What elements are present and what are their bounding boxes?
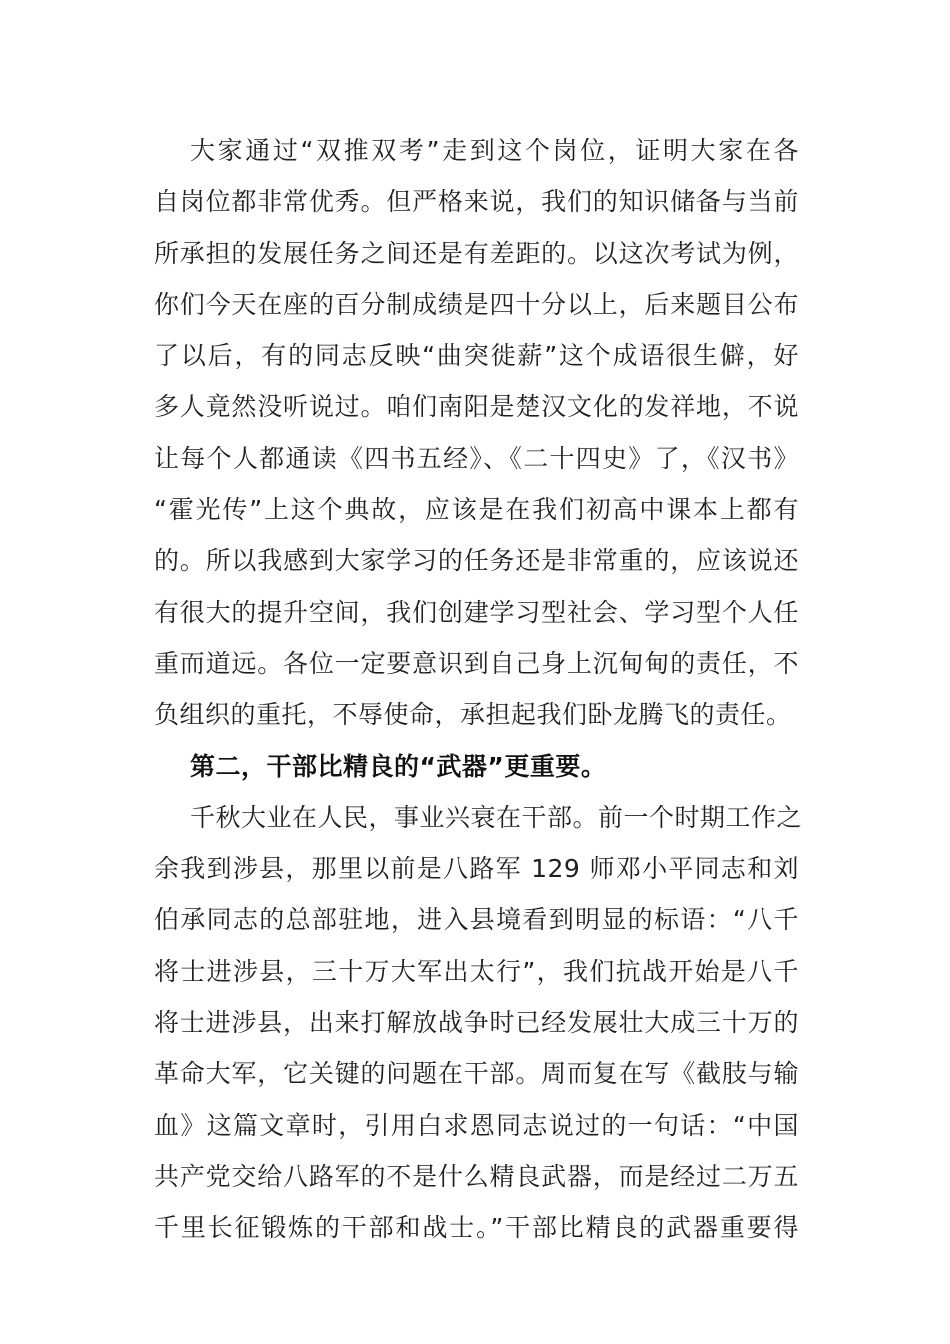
paragraph-line: 你们今天在座的百分制成绩是四十分以上，后来题目公布 [154, 289, 799, 319]
paragraph-line: 大家通过“双推双考”走到这个岗位，证明大家在各 [190, 136, 799, 165]
document-body [154, 125, 803, 1254]
paragraph-line: 让每个人都通读《四书五经》、《二十四史》了，《汉书》 [154, 443, 799, 473]
paragraph-line: “霍光传”上这个典故，应该是在我们初高中课本上都有 [154, 495, 799, 525]
paragraph-line: 负组织的重托，不辱使命，承担起我们卧龙腾飞的责任。 [154, 700, 792, 730]
paragraph-line: 千秋大业在人民，事业兴衰在干部。前一个时期工作之 [190, 802, 803, 832]
paragraph-line: 将士进涉县，三十万大军出太行”，我们抗战开始是八千 [154, 956, 799, 986]
paragraph-line: 的。所以我感到大家学习的任务还是非常重的，应该说还 [154, 546, 799, 576]
paragraph-line: 了以后，有的同志反映“曲突徙薪”这个成语很生僻，好 [154, 341, 799, 371]
paragraph-line: 伯承同志的总部驻地，进入县境看到明显的标语：“八千 [154, 905, 799, 935]
paragraph-line: 重而道远。各位一定要意识到自己身上沉甸甸的责任，不 [154, 648, 799, 678]
paragraph-line: 多人竟然没听说过。咱们南阳是楚汉文化的发祥地，不说 [154, 392, 799, 422]
paragraph-line: 共产党交给八路军的不是什么精良武器，而是经过二万五 [154, 1161, 799, 1191]
paragraph-line: 自岗位都非常优秀。但严格来说，我们的知识储备与当前 [154, 187, 799, 217]
paragraph-line: 血》这篇文章时，引用白求恩同志说过的一句话：“中国 [154, 1110, 799, 1140]
section-heading: 第二，干部比精良的“武器”更重要。 [190, 751, 607, 781]
paragraph-line: 有很大的提升空间，我们创建学习型社会、学习型个人任 [154, 597, 799, 627]
paragraph-line: 千里长征锻炼的干部和战士。”干部比精良的武器重要得 [154, 1213, 799, 1243]
paragraph-line: 革命大军，它关键的问题在干部。周而复在写《截肢与输 [154, 1059, 799, 1089]
paragraph-line: 余我到涉县，那里以前是八路军 129 师邓小平同志和刘 [154, 854, 799, 884]
paragraph-line: 所承担的发展任务之间还是有差距的。以这次考试为例， [154, 238, 799, 268]
paragraph-line: 将士进涉县，出来打解放战争时已经发展壮大成三十万的 [154, 1008, 799, 1038]
